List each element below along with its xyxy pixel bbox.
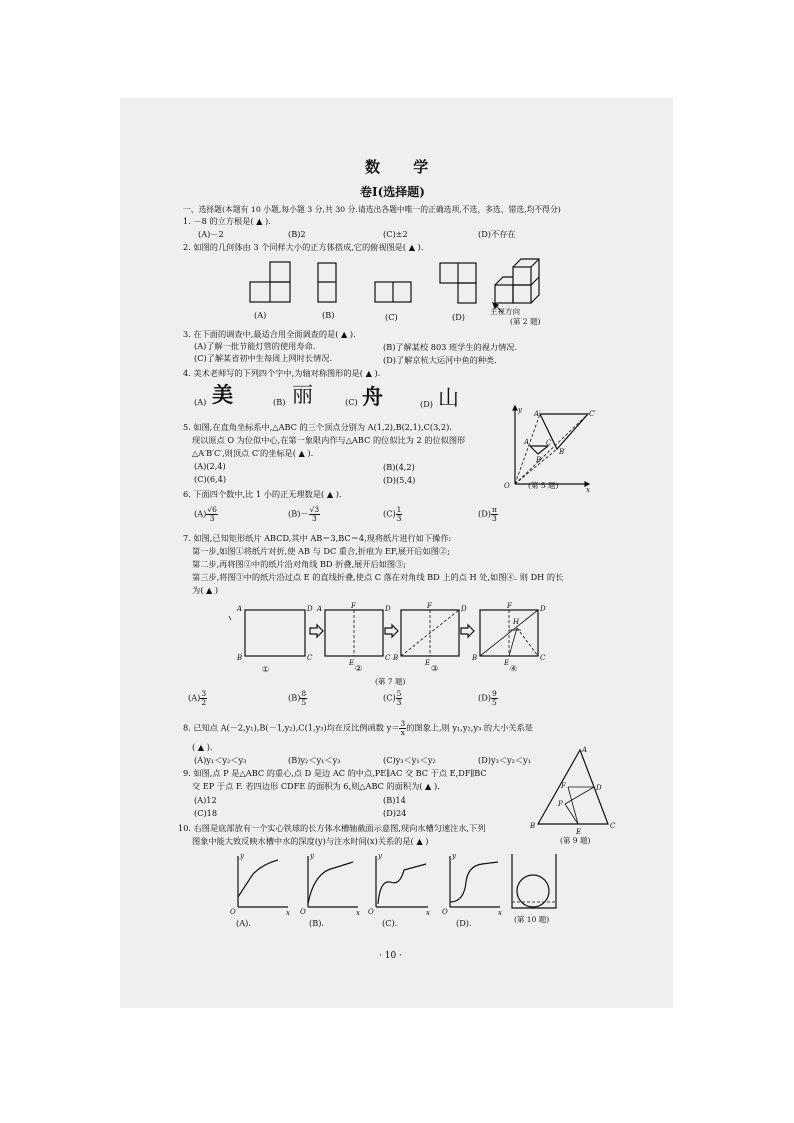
q7-line3: 第二步,再将图②中的纸片沿对角线 BD 折叠,展开后如图③; [192,559,407,569]
q5-option-d: (D)(5,4) [383,475,416,485]
svg-text:y: y [240,852,244,860]
q4-char-d: 山 [438,386,459,410]
q7-option-a: (A) $\frac{3}{2}$ [188,689,207,707]
q7-line4: 第三步,将图③中的纸片沿过点 E 的直线折叠,使点 C 落在对角线 BD 上的点 H 处,如图④. 则 DH 的长 [192,572,564,582]
q2-caption: (第 2 题) [510,317,541,326]
svg-text:F: F [507,602,512,610]
svg-text:E: E [425,659,431,667]
q5-option-c: (C)(6,4) [194,474,227,484]
q9-option-d: (D)24 [383,808,407,818]
q6-option-c: (C) $\frac{1}{3}$ [383,505,402,523]
q10-graphs [228,852,558,920]
q2-option-a: (A) [254,310,267,320]
q10-option-a: (A). [236,918,251,928]
page-number: · 10 · [379,951,402,961]
q3-option-c: (C)了解某省初中生每周上网时长情况. [194,353,333,363]
q9-figure [528,744,618,836]
q5-caption: (第 5 题) [528,481,559,490]
q5-line3: △A′B′C′,则顶点 C′的坐标是( ▲ ). [192,448,314,458]
q7-line1: 7. 如图,已知矩形纸片 ABCD,其中 AB＝3,BC＝4,现将纸片进行如下操作: [183,533,452,543]
q5-option-a: (A)(2,4) [194,461,226,471]
svg-text:C: C [540,654,546,662]
section-instructions: 一、选择题(本题有 10 小题,每小题 3 分,共 30 分.请选出各题中唯一的正确选项,不选、多选、错选,均不得分) [183,205,561,214]
q4-char-c: 舟 [362,385,383,409]
svg-text:H: H [513,618,520,626]
svg-text:F: F [561,782,566,790]
svg-text:B: B [237,654,243,662]
q7-caption: (第 7 题) [375,677,406,686]
q8-option-b: (B)y₂＜y₁＜y₃ [288,755,341,765]
svg-text:A: A [582,746,588,754]
q10-graph-c [368,852,430,917]
q10-line1: 10. 右图是底部放有一个实心铁球的长方体水槽轴截面示意图,现向水槽匀速注水,下列 [178,823,486,833]
svg-text:x: x [426,909,430,917]
page-title: 数 学 [365,158,443,176]
q9-line2: 交 EP 于点 F. 若四边形 CDFE 的面积为 6,则△ABC 的面积为( ▲ ). [192,781,440,791]
q4-option-a: (A) [194,397,207,407]
q5-figure [500,404,600,492]
q8-line2: ( ▲ ). [192,742,213,752]
q7-fig3-label: ③ [431,663,439,673]
q7-option-d: (D) $\frac{9}{5}$ [478,689,497,707]
svg-text:D: D [385,605,391,613]
q9-line1: 9. 如图,点 P 是△ABC 的重心,点 D 是边 AC 的中点,PE∥AC 交 BC 于点 E,DF∥BC [183,768,487,778]
svg-text:O: O [504,482,510,490]
q7-figures [225,600,565,672]
q6-option-b: (B)－ $\frac{√3}{3}$ [288,505,320,523]
q7-line2: 第一步,如图①将纸片对折,使 AB 与 DC 重合,折痕为 EF,展开后如图②; [192,546,450,556]
svg-text:O: O [230,908,236,916]
svg-text:B: B [393,654,399,662]
q2-option-d: (D) [452,312,465,322]
q1-stem: 1. －8 的立方根是( ▲ ). [183,216,271,226]
q10-graph-d [442,852,502,917]
svg-text:C: C [546,439,552,447]
q7-arrow1 [310,625,323,637]
svg-text:B: B [530,822,536,830]
q10-tank [512,854,556,908]
q1-option-d: (D)不存在 [478,229,516,239]
q10-graph-a [230,852,290,917]
q2-stem: 2. 如图的几何体由 3 个同样大小的正方体搭成,它的俯视图是( ▲ ). [183,242,424,252]
q9-caption: (第 9 题) [560,836,591,845]
svg-text:F: F [351,602,356,610]
q7-fig4-label: ④ [510,663,518,673]
svg-text:A: A [317,605,323,613]
q4-char-b: 丽 [292,383,313,407]
svg-text:y: y [452,852,456,860]
q4-option-c: (C) [345,397,358,407]
svg-text:y: y [378,852,382,860]
q10-caption: (第 10 题) [514,915,550,924]
q6-stem: 6. 下面四个数中,比 1 小的正无理数是( ▲ ). [183,489,342,499]
q7-fig1 [236,605,313,662]
q2-option-c-figure [375,282,411,302]
svg-text:P: P [558,800,563,808]
q5-line2: 现以原点 O 为位似中心,在第一象限内作与△ABC 的位似比为 2 的位似图形 [192,435,466,445]
svg-text:x: x [286,909,290,917]
q9-option-b: (B)14 [383,795,406,805]
svg-text:C: C [307,654,313,662]
q7-arrow2 [385,625,398,637]
q9-option-a: (A)12 [194,795,217,805]
q10-option-d: (D). [456,918,472,928]
q4-char-a: 美 [212,383,233,407]
svg-text:B′: B′ [559,448,566,456]
svg-text:E: E [349,659,355,667]
svg-text:D: D [596,784,602,792]
q1-option-a: (A)－2 [198,229,224,239]
svg-text:C: C [385,654,391,662]
svg-text:O: O [300,908,306,916]
svg-text:O: O [442,908,448,916]
section-subtitle: 卷Ⅰ(选择题) [360,185,425,199]
svg-text:D: D [307,605,313,613]
q4-stem: 4. 美术老师写的下列四个字中,为轴对称图形的是( ▲ ). [183,368,381,378]
svg-text:B: B [472,654,478,662]
q7-arrow3 [461,625,474,637]
q2-option-b-figure [318,263,336,302]
svg-text:E: E [576,828,582,836]
q7-fig1-label: ① [262,664,270,674]
svg-text:O: O [368,908,374,916]
q4-option-d: (D) [420,399,433,409]
q7-line5: 为( ▲ ) [192,585,219,595]
q10-option-c: (C). [382,918,398,928]
q10-graph-b [300,852,360,917]
svg-text:y: y [518,406,522,414]
q4-option-b: (B) [273,397,286,407]
q8-option-d: (D)y₃＜y₂＜y₁ [478,755,532,765]
q7-fig2 [316,602,391,667]
q2-view-direction: 主视方向 [490,307,520,316]
q6-option-a: (A) $\frac{√6}{3}$ [194,505,217,523]
q7-fig4 [471,602,546,667]
q10-option-b: (B). [309,918,325,928]
svg-text:A: A [524,438,530,446]
q2-solid-figure [493,259,539,312]
svg-text:B: B [536,456,542,464]
q2-option-d-figure [440,263,476,303]
svg-text:D: D [461,605,467,613]
q10-line2: 图象中能大致反映水槽中水的深度(y)与注水时间(x)关系的是( ▲ ) [192,836,429,846]
svg-text:y: y [310,852,314,860]
q5-line1: 5. 如图,在直角坐标系中,△ABC 的三个顶点分别为 A(1,2),B(2,1),C(3,2). [183,422,452,432]
q7-option-b: (B) $\frac{8}{5}$ [288,689,307,707]
svg-text:D: D [540,605,546,613]
q7-option-c: (C) $\frac{5}{3}$ [383,689,402,707]
q8-option-c: (C)y₃＜y₁＜y₂ [383,755,436,765]
svg-text:F: F [427,602,432,610]
q2-option-c: (C) [385,312,398,322]
svg-text:x: x [498,909,502,917]
q2-option-b: (B) [322,310,335,320]
q3-stem: 3. 在下面的调查中,最适合用全面调查的是( ▲ ). [183,329,356,339]
svg-text:A: A [237,605,243,613]
q8-option-a: (A)y₁＜y₂＜y₃ [194,755,247,765]
q5-option-b: (B)(4,2) [383,462,415,472]
q6-option-d: (D) $\frac{\pi}{3}$ [478,505,497,523]
q8-line1: 8. 已知点 A(－2,y₁),B(－1,y₂),C(1,y₃)均在反比例函数 y＝ $\frac{3}{x}$ 的图象上,则 y₁,y₂,y₃ 的大小关系是 [183,719,533,737]
q3-option-a: (A)了解一批节能灯管的使用寿命. [194,341,316,351]
svg-text:A′: A′ [534,410,541,418]
q3-option-b: (B)了解某校 803 班学生的视力情况. [383,342,518,352]
q3-option-d: (D)了解京杭大运河中鱼的种类. [383,355,497,365]
svg-text:x: x [586,486,590,494]
svg-text:C′: C′ [589,410,596,418]
q2-option-a-figure [250,262,290,302]
q9-option-c: (C)18 [194,808,218,818]
svg-text:C: C [610,822,616,830]
q7-fig2-label: ② [355,663,363,673]
svg-text:E: E [504,659,510,667]
q7-fig3 [392,602,467,667]
q1-option-b: (B)2 [288,229,306,239]
q1-option-c: (C)±2 [383,229,408,239]
svg-text:x: x [356,909,360,917]
